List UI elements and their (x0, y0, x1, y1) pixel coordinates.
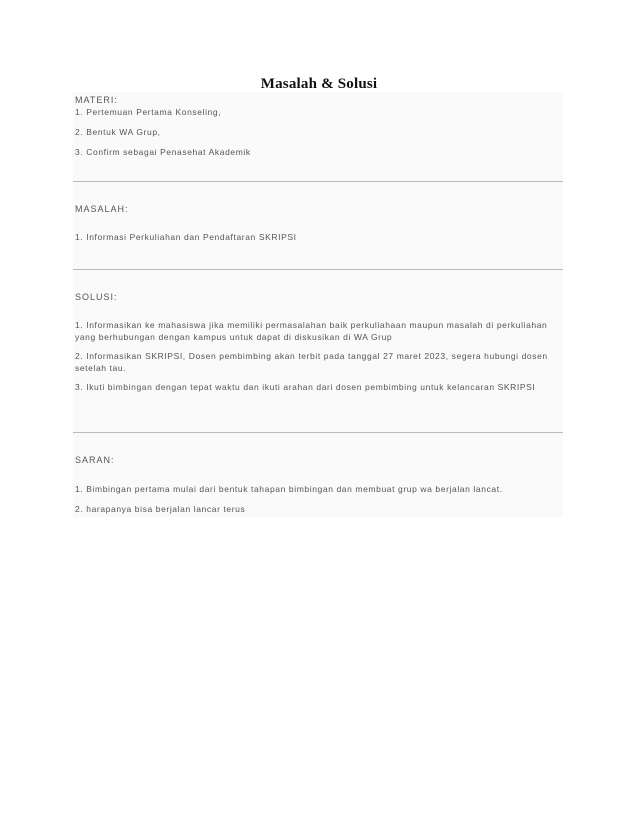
document-body (73, 92, 563, 517)
section-masalah (73, 182, 563, 269)
solusi-heading: SOLUSI: (75, 292, 118, 302)
materi-item: 2. Bentuk WA Grup, (75, 127, 161, 137)
solusi-item: 3. Ikuti bimbingan dengan tepat waktu dan ikuti arahan dari dosen pembimbing untuk kelancaran SKRIPSI (75, 382, 536, 392)
materi-item: 1. Pertemuan Pertama Konseling, (75, 107, 222, 117)
materi-item: 3. Confirm sebagai Penasehat Akademik (75, 147, 251, 157)
solusi-item: 2. Informasikan SKRIPSI, Dosen pembimbing akan terbit pada tanggal 27 maret 2023, segera hubungi dosen setelah tau. (75, 351, 548, 373)
saran-heading: SARAN: (75, 455, 115, 465)
masalah-heading: MASALAH: (75, 204, 129, 214)
section-solusi (73, 270, 563, 432)
masalah-item: 1. Informasi Perkuliahan dan Pendaftaran SKRIPSI (75, 232, 297, 242)
materi-heading: MATERI: (75, 95, 118, 105)
page-title: Masalah & Solusi (260, 76, 378, 92)
saran-item: 1. Bimbingan pertama mulai dari bentuk tahapan bimbingan dan membuat grup wa berjalan lancat. (75, 484, 503, 494)
section-materi (73, 92, 563, 181)
saran-item: 2. harapanya bisa berjalan lancar terus (75, 504, 246, 514)
solusi-item: 1. Informasikan ke mahasiswa jika memiliki permasalahan baik perkuliahaan maupun masalah di perkuliahan yang berhubungan dengan kampus untuk dapat di diskusikan di WA Grup (75, 320, 548, 342)
section-saran (73, 433, 563, 517)
